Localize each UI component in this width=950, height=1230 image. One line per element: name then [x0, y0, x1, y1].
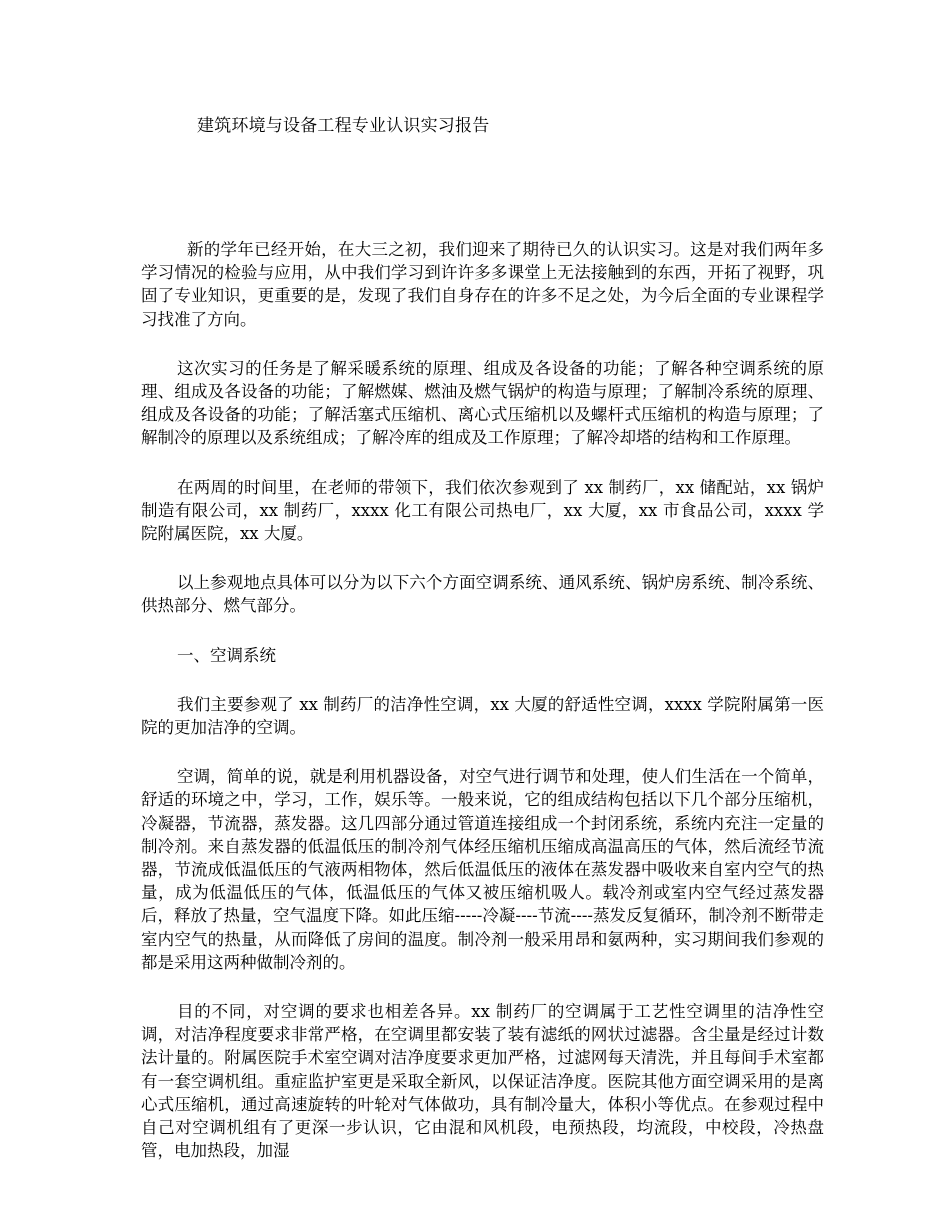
- document-title: 建筑环境与设备工程专业认识实习报告: [197, 116, 490, 136]
- section-heading: 一、空调系统: [177, 645, 276, 665]
- categories-paragraph: 以上参观地点具体可以分为以下六个方面空调系统、通风系统、锅炉房系统、制冷系统、供热部分、燃气部分。: [141, 573, 824, 616]
- intro-paragraph: 新的学年已经开始，在大三之初，我们迎来了期待已久的认识实习。这是对我们两年多学习情况的检验与应用，从中我们学习到许许多多课堂上无法接触到的东西，开拓了视野，巩固了专业知识，更重要的是，发现了我们自身存在的许多不足之处，为今后全面的专业课程学习找准了方向。: [141, 240, 824, 329]
- visits-paragraph: 在两周的时间里，在老师的带领下，我们依次参观到了 xx 制药厂，xx 储配站，xx 锅炉制造有限公司，xx 制药厂，xxxx 化工有限公司热电厂，xx 大厦，xx 市食品公司，xxxx 学院附属医院，xx 大厦。: [141, 477, 824, 544]
- document-body: [141, 238, 824, 1189]
- ac-principle-paragraph: 空调，简单的说，就是利用机器设备，对空气进行调节和处理，使人们生活在一个简单，舒适的环境之中，学习，工作，娱乐等。一般来说，它的组成结构包括以下几个部分压缩机，冷凝器，节流器，蒸发器。这几四部分通过管道连接组成一个封闭系统，系统内充注一定量的制冷剂。来自蒸发器的低温低压的制冷剂气体经压缩机压缩成高温高压的气体，然后流经节流器，节流成低温低压的气液两相物体，然后低温低压的液体在蒸发器中吸收来自室内空气的热量，成为低温低压的气体，低温低压的气体又被压缩机吸人。载冷剂或室内空气经过蒸发器后，释放了热量，空气温度下降。如此压缩-----冷凝----节流----蒸发反复循环，制冷剂不断带走室内空气的热量，从而降低了房间的温度。制冷剂一般采用昂和氨两种，实习期间我们参观的都是采用这两种做制冷剂的。: [141, 767, 824, 972]
- ac-requirements-paragraph: 目的不同，对空调的要求也相差各异。xx 制药厂的空调属于工艺性空调里的洁净性空调，对洁净程度要求非常严格，在空调里都安装了装有滤纸的网状过滤器。含尘量是经过计数法计量的。附属医院手术室空调对洁净度要求更加严格，过滤网每天清洗，并且每间手术室都有一套空调机组。重症监护室更是采取全新风，以保证洁净度。医院其他方面空调采用的是离心式压缩机，通过高速旋转的叶轮对气体做功，具有制冷量大，体积小等优点。在参观过程中自己对空调机组有了更深一步认识，它由混和风机段，电预热段，均流段，中校段，冷热盘管，电加热段，加湿: [141, 1002, 824, 1161]
- ac-overview-paragraph: 我们主要参观了 xx 制药厂的洁净性空调，xx 大厦的舒适性空调，xxxx 学院附属第一医院的更加洁净的空调。: [141, 694, 824, 738]
- tasks-paragraph: 这次实习的任务是了解采暖系统的原理、组成及各设备的功能；了解各种空调系统的原理、组成及各设备的功能；了解燃媒、燃油及燃气锅炉的构造与原理；了解制冷系统的原理、组成及各设备的功能；了解活塞式压缩机、离心式压缩机以及螺杆式压缩机的构造与原理；了解制冷的原理以及系统组成；了解冷库的组成及工作原理；了解冷却塔的结构和工作原理。: [141, 358, 824, 448]
